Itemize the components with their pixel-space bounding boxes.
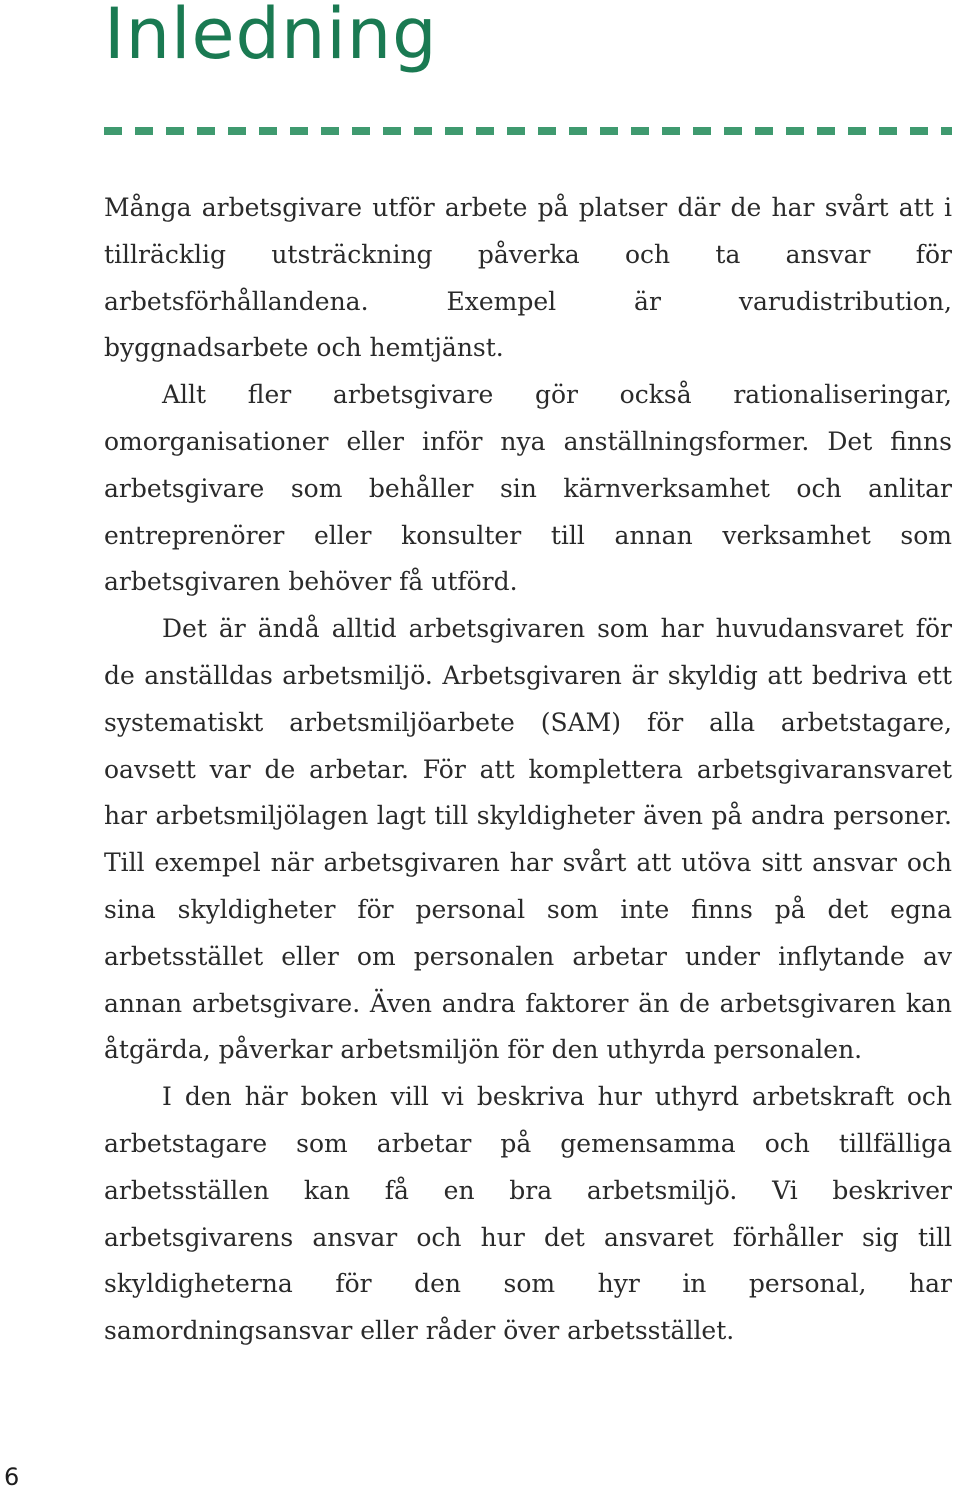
title-divider: [104, 127, 952, 135]
paragraph-4: I den här boken vill vi beskriva hur uthyrd arbetskraft och arbetstagare som arbetar på gemensamma och tillfälliga arbetsställen kan få en bra arbetsmiljö. Vi beskriver arbetsgivarens ansvar och hur det ansvaret förhåller sig till skyldigheterna för den som hyr in personal, har samordningsansvar eller råder över arbetsstället.: [104, 1082, 952, 1346]
paragraph-1: Många arbetsgivare utför arbete på platser där de har svårt att i tillräcklig utsträckning påverka och ta ansvar för arbetsförhållandena. Exempel är varudistribution, byggnadsarbete och hemtjänst.: [104, 193, 952, 363]
page-number: 6: [4, 1463, 20, 1491]
paragraph-2: Allt fler arbetsgivare gör också rationaliseringar, omorganisationer eller inför nya anställningsformer. Det finns arbetsgivare som behåller sin kärnverksamhet och anlitar entreprenörer eller konsulter till annan verksamhet som arbetsgivaren behöver få utförd.: [104, 380, 952, 597]
page-title: Inledning: [104, 0, 438, 75]
body-text: [104, 185, 952, 1355]
paragraph-3: Det är ändå alltid arbetsgivaren som har huvudansvaret för de anställdas arbetsmiljö. Arbetsgivaren är skyldig att bedriva ett systematiskt arbetsmiljöarbete (SAM) för alla arbetstagare, oavsett var de arbetar. För att komplettera arbetsgivaransvaret har arbetsmiljölagen lagt till skyldigheter även på andra personer. Till exempel när arbetsgivaren har svårt att utöva sitt ansvar och sina skyldigheter för personal som inte finns på det egna arbetsstället eller om personalen arbetar under inflytande av annan arbetsgivare. Även andra faktorer än de arbetsgivaren kan åtgärda, påverkar arbetsmiljön för den uthyrda personalen.: [104, 614, 952, 1065]
